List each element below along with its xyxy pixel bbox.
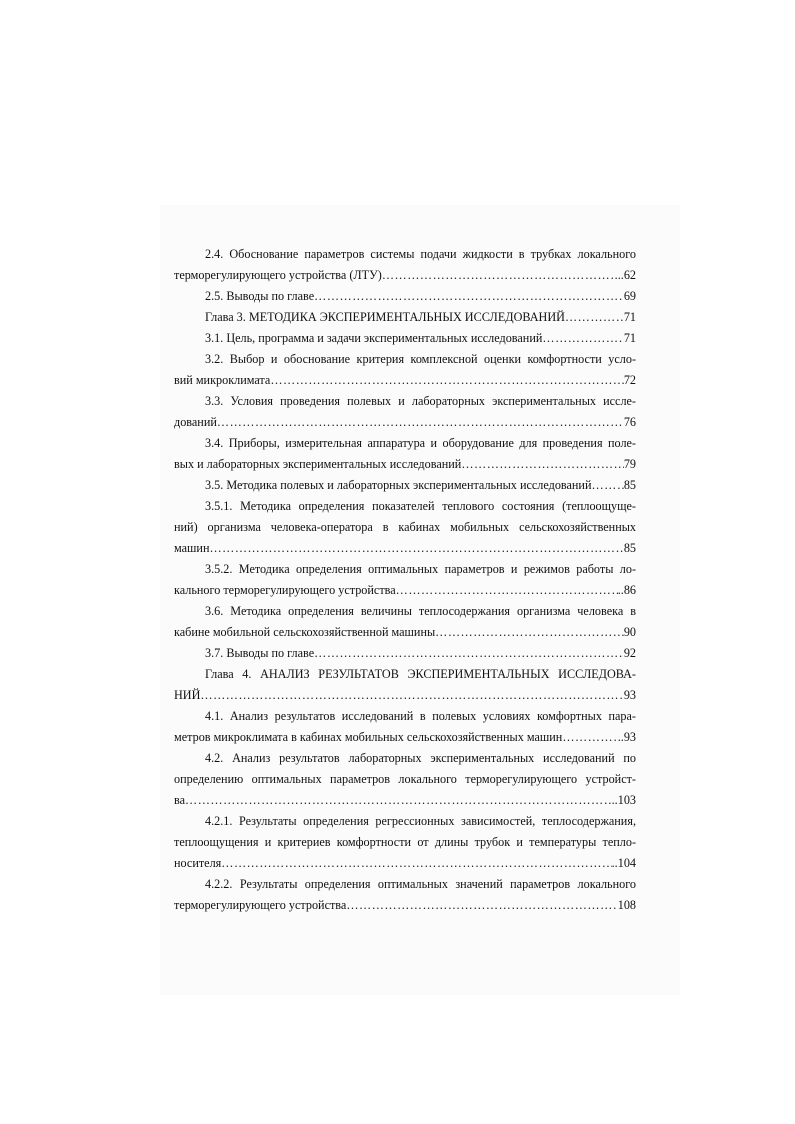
leader-dots <box>565 307 624 328</box>
toc-text: терморегулирующего устройства (ЛТУ) <box>174 268 382 282</box>
toc-text: терморегулирующего устройства <box>174 898 347 912</box>
toc-entry-3-5-2 <box>174 559 636 601</box>
toc-text: дований <box>174 415 217 429</box>
leader-dots <box>185 790 612 811</box>
toc-line: 3.2. Выбор и обоснование критерия комплексной оценки комфортности усло- <box>205 352 636 366</box>
toc-page-number: ..93 <box>617 730 636 744</box>
leader-dots <box>435 622 624 643</box>
toc-line: 4.2.1. Результаты определения регрессионных зависимостей, теплосодержания, <box>205 814 636 828</box>
toc-line <box>174 643 636 664</box>
toc-page-number: 71 <box>623 331 636 345</box>
toc-line: 4.1. Анализ результатов исследований в полевых условиях комфортных пара- <box>205 709 636 723</box>
toc-text: вых и лабораторных экспериментальных исследований <box>174 457 462 471</box>
toc-entry-3-2 <box>174 349 636 391</box>
leader-dots <box>382 265 615 286</box>
toc-line: Глава 4. АНАЛИЗ РЕЗУЛЬТАТОВ ЭКСПЕРИМЕНТАЛЬНЫХ ИССЛЕДОВА- <box>205 667 636 681</box>
toc-entry-3-1 <box>174 328 636 349</box>
toc-line <box>174 853 636 874</box>
leader-dots <box>200 685 623 706</box>
toc-page-number: ..86 <box>617 583 636 597</box>
toc-entry-3-5-1 <box>174 496 636 559</box>
toc-text: 3.5. Методика полевых и лабораторных экспериментальных исследований <box>205 478 592 492</box>
leader-dots <box>221 853 611 874</box>
leader-dots <box>542 328 623 349</box>
toc-line: 4.2.2. Результаты определения оптимальных значений параметров локального <box>205 877 636 891</box>
toc-page-number: 85 <box>623 541 636 555</box>
leader-dots <box>314 286 624 307</box>
leader-dots <box>461 454 624 475</box>
toc-line: 3.3. Условия проведения полевых и лабораторных экспериментальных иссле- <box>205 394 636 408</box>
toc-line <box>174 790 636 811</box>
toc-line: 3.5.1. Методика определения показателей теплового состояния (теплоощуще- <box>205 499 636 513</box>
toc-line <box>174 370 636 391</box>
toc-entry-4-2-1 <box>174 811 636 874</box>
toc-page-number: 72 <box>623 373 636 387</box>
toc-line <box>174 412 636 433</box>
toc-text: 3.7. Выводы по главе <box>205 646 315 660</box>
toc-page-number: ..103 <box>611 793 636 807</box>
toc-page-number: 69 <box>623 289 636 303</box>
leader-dots <box>562 727 617 748</box>
toc-line <box>174 454 636 475</box>
toc-page-number: ..104 <box>611 856 636 870</box>
toc-line: 3.6. Методика определения величины теплосодержания организма человека в <box>205 604 636 618</box>
toc-entry-chapter-4 <box>174 664 636 706</box>
toc-line: 3.5.2. Методика определения оптимальных параметров и режимов работы ло- <box>205 562 636 576</box>
toc-line: теплоощущения и критериев комфортности от длины трубок и температуры тепло- <box>174 835 636 849</box>
toc-line <box>174 265 636 286</box>
leader-dots <box>591 475 623 496</box>
toc-line <box>174 475 636 496</box>
toc-page-number: 76 <box>623 415 636 429</box>
toc-text: метров микроклимата в кабинах мобильных сельскохозяйственных машин <box>174 730 563 744</box>
toc-text: кабине мобильной сельскохозяйственной машины <box>174 625 436 639</box>
leader-dots <box>314 643 624 664</box>
toc-text: Глава 3. МЕТОДИКА ЭКСПЕРИМЕНТАЛЬНЫХ ИССЛЕДОВАНИЙ <box>205 310 565 324</box>
toc-entry-2-5 <box>174 286 636 307</box>
leader-dots <box>217 412 624 433</box>
toc-entry-3-6 <box>174 601 636 643</box>
toc-line: определению оптимальных параметров локального терморегулирующего устройст- <box>174 772 636 786</box>
toc-line <box>174 727 636 748</box>
toc-text: НИЙ <box>174 688 201 702</box>
leader-dots <box>209 538 623 559</box>
toc-page-number: 92 <box>623 646 636 660</box>
toc-entry-2-4 <box>174 244 636 286</box>
toc-line: ний) организма человека-оператора в кабинах мобильных сельскохозяйственных <box>174 520 636 534</box>
toc-line <box>174 328 636 349</box>
toc-line <box>174 307 636 328</box>
toc-line <box>174 622 636 643</box>
toc-text: носителя <box>174 856 222 870</box>
toc-line <box>174 895 636 916</box>
toc-text: машин <box>174 541 210 555</box>
toc-entry-4-1 <box>174 706 636 748</box>
toc-page-number: 79 <box>623 457 636 471</box>
toc-entry-3-4 <box>174 433 636 475</box>
toc-text: ва <box>174 793 186 807</box>
toc-line <box>174 580 636 601</box>
toc-page-number: 90 <box>623 625 636 639</box>
leader-dots <box>396 580 618 601</box>
toc-text: 2.5. Выводы по главе <box>205 289 315 303</box>
toc-page-number: 71 <box>623 310 636 324</box>
toc-line <box>174 685 636 706</box>
toc-page-number: 85 <box>623 478 636 492</box>
toc-line: 4.2. Анализ результатов лабораторных экспериментальных исследований по <box>205 751 636 765</box>
toc-entry-4-2-2 <box>174 874 636 916</box>
leader-dots <box>346 895 617 916</box>
toc-line: 2.4. Обоснование параметров системы подачи жидкости в трубках локального <box>205 247 636 261</box>
toc-line <box>174 286 636 307</box>
leader-dots <box>270 370 623 391</box>
toc-text: 3.1. Цель, программа и задачи экспериментальных исследований <box>205 331 543 345</box>
toc-text: кального терморегулирующего устройства <box>174 583 396 597</box>
toc-page-number: ...62 <box>614 268 636 282</box>
toc-entry-4-2 <box>174 748 636 811</box>
table-of-contents <box>174 244 636 916</box>
toc-entry-3-7 <box>174 643 636 664</box>
toc-entry-3-3 <box>174 391 636 433</box>
toc-page-number: 108 <box>617 898 636 912</box>
toc-entry-chapter-3 <box>174 307 636 328</box>
toc-text: вий микроклимата <box>174 373 271 387</box>
toc-line: 3.4. Приборы, измерительная аппаратура и оборудование для проведения поле- <box>205 436 636 450</box>
toc-page-number: 93 <box>623 688 636 702</box>
toc-line <box>174 538 636 559</box>
toc-entry-3-5 <box>174 475 636 496</box>
